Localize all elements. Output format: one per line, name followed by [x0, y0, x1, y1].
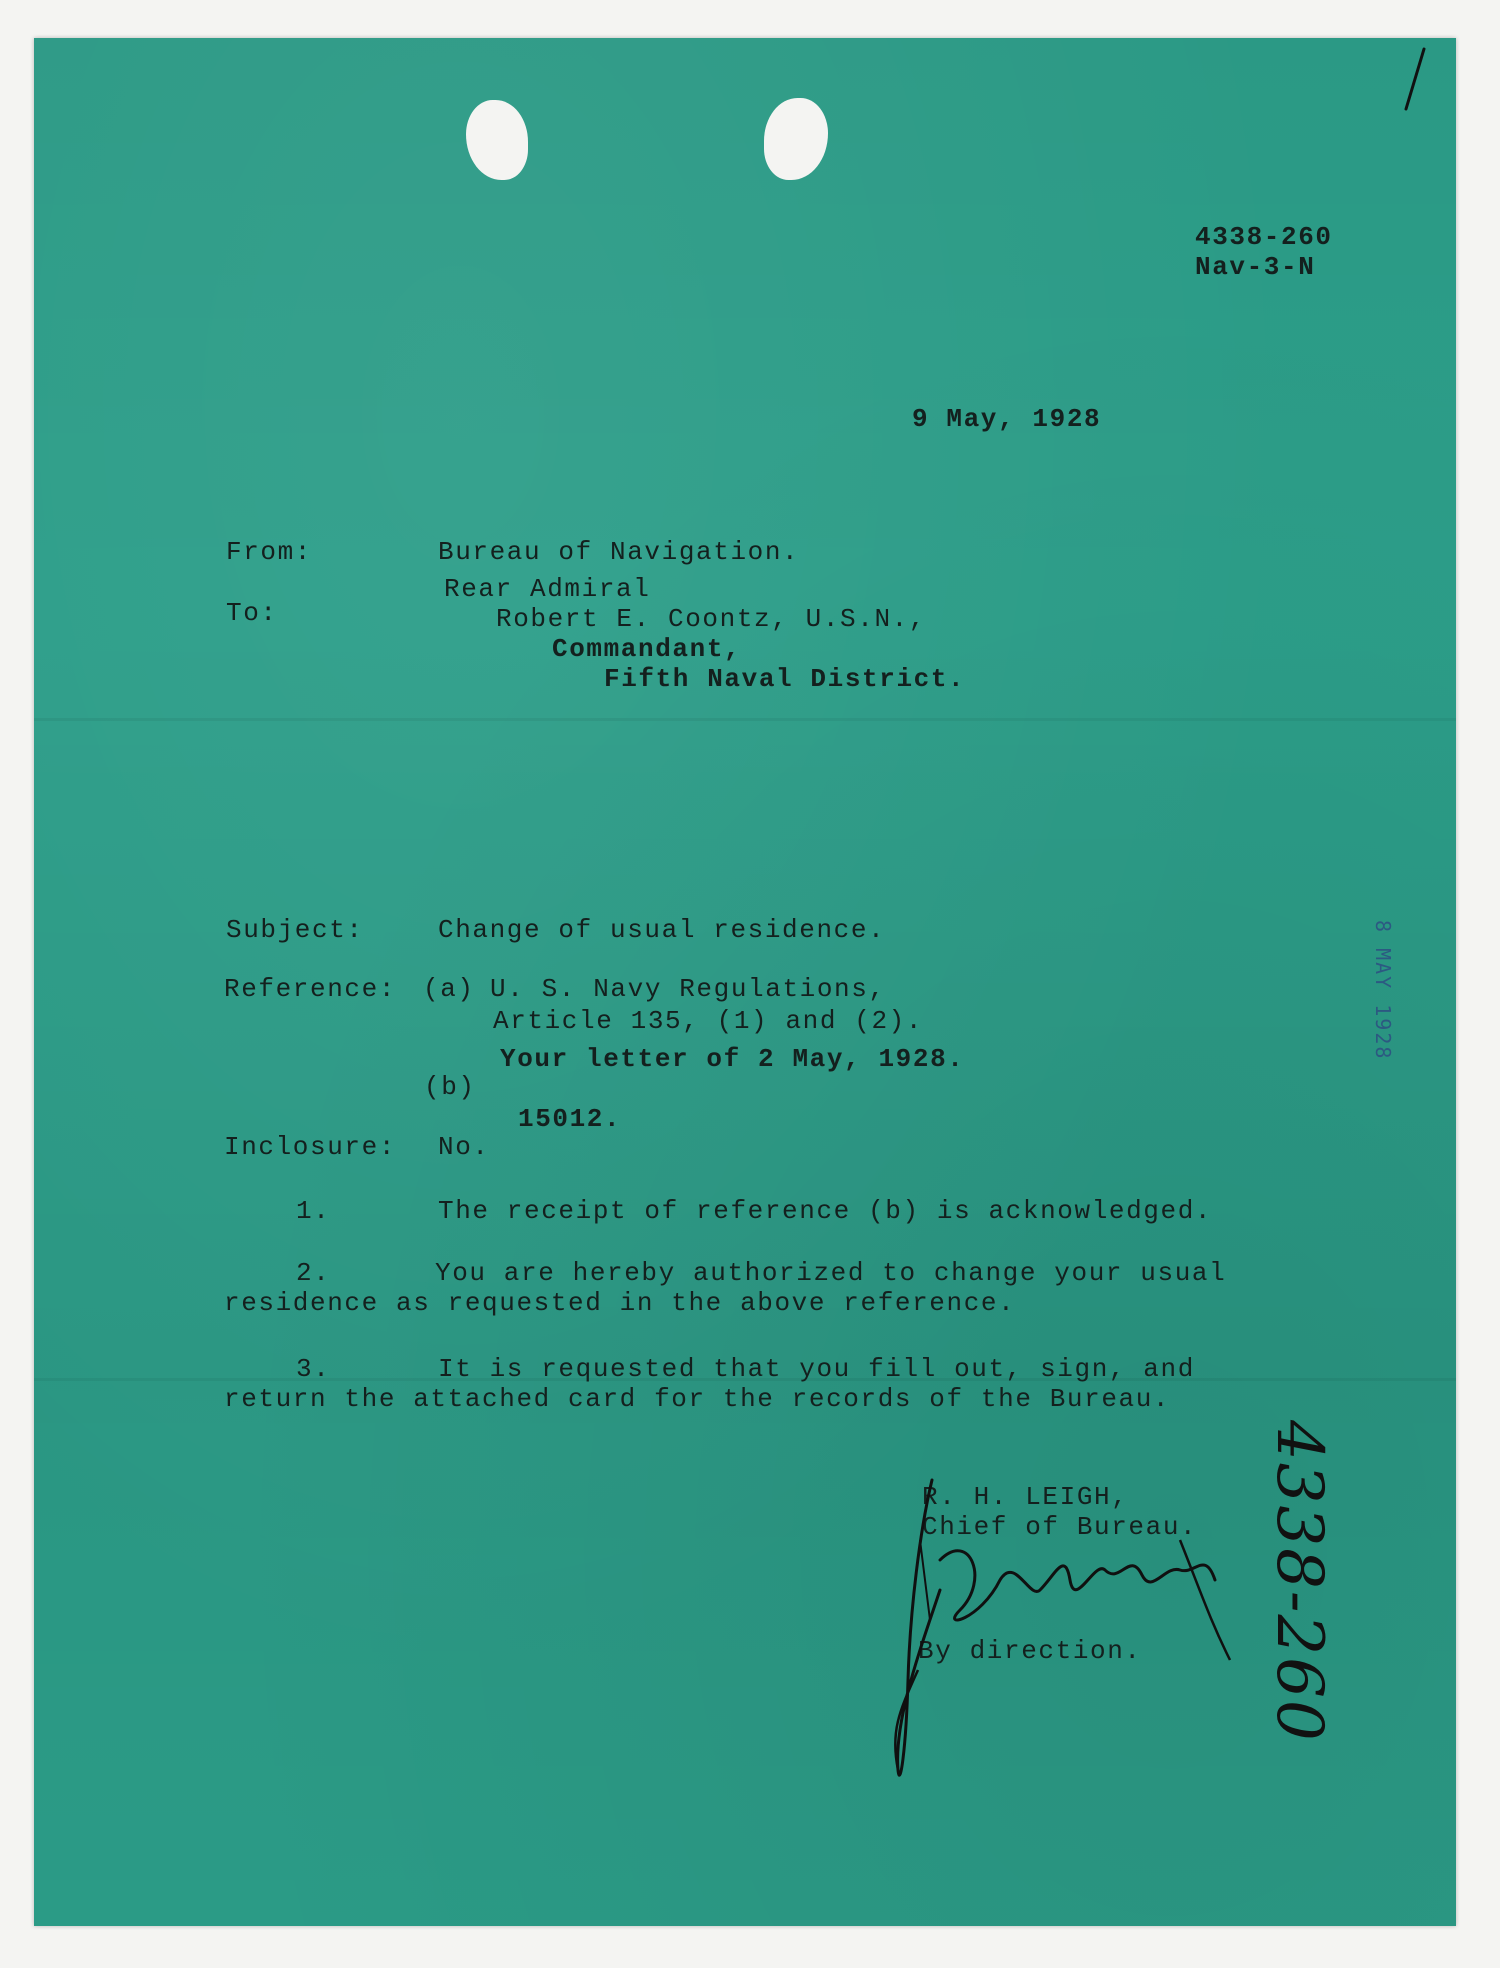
file-number: 4338-260 — [1195, 222, 1333, 252]
paragraph-number: 2. — [296, 1258, 331, 1288]
to-line: Fifth Naval District. — [604, 664, 966, 694]
to-label: To: — [226, 598, 278, 628]
reference-b-line: Your letter of 2 May, 1928. — [500, 1044, 965, 1074]
reference-label: Reference: — [224, 974, 397, 1004]
handwritten-signature — [880, 1470, 1320, 1800]
paragraph-line: It is requested that you fill out, sign, and — [438, 1354, 1195, 1384]
office-code: Nav-3-N — [1195, 252, 1316, 282]
paragraph-line: residence as requested in the above reference. — [224, 1288, 1016, 1318]
paragraph-line: The receipt of reference (b) is acknowledged. — [438, 1196, 1213, 1226]
paragraph-line: You are hereby authorized to change your usual — [435, 1258, 1227, 1288]
reference-b-marker: (b) — [424, 1072, 476, 1102]
by-direction: By direction. — [918, 1636, 1142, 1666]
signer-name: R. H. LEIGH, — [922, 1482, 1129, 1512]
signer-title: Chief of Bureau. — [922, 1512, 1198, 1542]
corner-pen-mark — [1400, 45, 1430, 115]
reference-a-marker: (a) — [423, 974, 475, 1004]
reference-a-line: Article 135, (1) and (2). — [493, 1006, 924, 1036]
received-date-stamp: 8 MAY 1928 — [1371, 920, 1395, 1061]
paper-crease — [34, 718, 1456, 721]
letter-date: 9 May, 1928 — [912, 404, 1102, 434]
inclosure-value: No. — [438, 1132, 490, 1162]
punch-hole-left — [466, 100, 528, 180]
to-line: Rear Admiral — [444, 574, 651, 604]
from-value: Bureau of Navigation. — [438, 537, 800, 567]
handwritten-file-number: 4338-260 — [1262, 1420, 1336, 1743]
paragraph-number: 3. — [296, 1354, 331, 1384]
paragraph-line: return the attached card for the records of the Bureau. — [224, 1384, 1171, 1414]
inclosure-label: Inclosure: — [224, 1132, 397, 1162]
subject-label: Subject: — [226, 915, 364, 945]
to-line: Commandant, — [552, 634, 742, 664]
from-label: From: — [226, 537, 313, 567]
paragraph-number: 1. — [296, 1196, 331, 1226]
subject-value: Change of usual residence. — [438, 915, 886, 945]
to-line: Robert E. Coontz, U.S.N., — [496, 604, 927, 634]
reference-a-line: U. S. Navy Regulations, — [490, 974, 886, 1004]
reference-b-line: 15012. — [518, 1104, 622, 1134]
punch-hole-right — [764, 98, 828, 180]
